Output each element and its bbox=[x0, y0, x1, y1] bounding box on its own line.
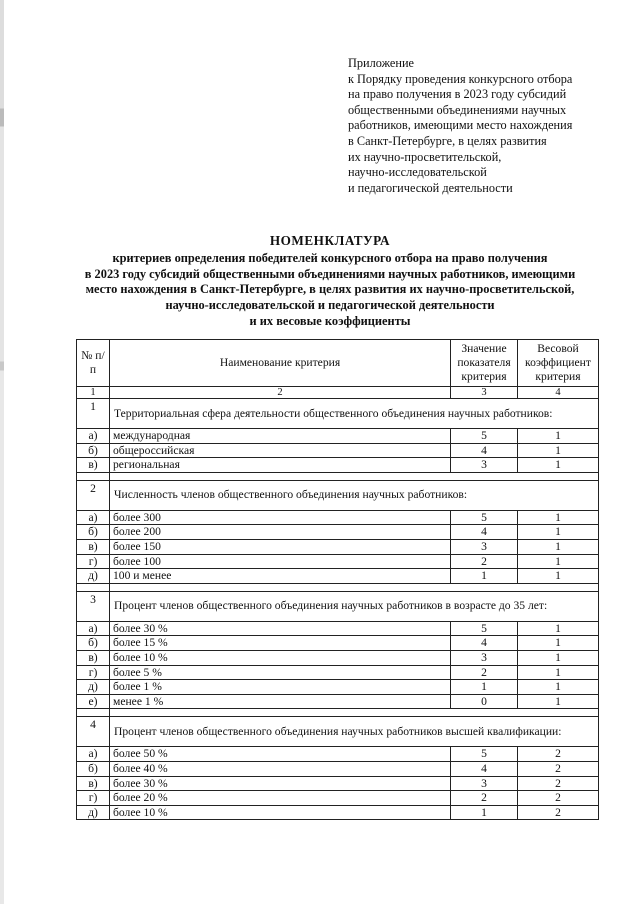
row-weight: 1 bbox=[518, 443, 599, 458]
row-name: менее 1 % bbox=[110, 694, 451, 709]
row-weight: 1 bbox=[518, 650, 599, 665]
group-spacer bbox=[77, 583, 599, 591]
row-weight: 2 bbox=[518, 791, 599, 806]
row-letter: в) bbox=[77, 776, 110, 791]
table-row bbox=[77, 443, 599, 458]
row-weight: 2 bbox=[518, 805, 599, 820]
header-weight: Весовой коэффициент критерия bbox=[518, 340, 599, 387]
row-weight: 1 bbox=[518, 554, 599, 569]
criterion-group-row bbox=[77, 591, 599, 621]
row-weight: 1 bbox=[518, 429, 599, 444]
row-letter: а) bbox=[77, 747, 110, 762]
row-letter: е) bbox=[77, 694, 110, 709]
table-row bbox=[77, 805, 599, 820]
heading-line: критериев определения победителей конкурсного отбора на право получения bbox=[112, 250, 548, 265]
table-row bbox=[77, 665, 599, 680]
criterion-title: Численность членов общественного объединения научных работников: bbox=[110, 480, 599, 510]
table-row bbox=[77, 791, 599, 806]
row-name: более 10 % bbox=[110, 805, 451, 820]
criterion-title: Процент членов общественного объединения научных работников в возрасте до 35 лет: bbox=[110, 591, 599, 621]
row-name: более 50 % bbox=[110, 747, 451, 762]
row-weight: 2 bbox=[518, 761, 599, 776]
row-value: 5 bbox=[451, 510, 518, 525]
table-row bbox=[77, 539, 599, 554]
row-value: 0 bbox=[451, 694, 518, 709]
table-row bbox=[77, 554, 599, 569]
table-row bbox=[77, 569, 599, 584]
column-index: 3 bbox=[451, 387, 518, 399]
row-letter: д) bbox=[77, 805, 110, 820]
criterion-number: 2 bbox=[77, 480, 110, 510]
appendix-note bbox=[348, 56, 618, 196]
row-name: более 5 % bbox=[110, 665, 451, 680]
row-value: 5 bbox=[451, 747, 518, 762]
row-value: 4 bbox=[451, 525, 518, 540]
appendix-line: на право получения в 2023 году субсидий bbox=[348, 87, 567, 102]
appendix-line: и педагогической деятельности bbox=[348, 180, 513, 195]
table-row bbox=[77, 680, 599, 695]
row-letter: а) bbox=[77, 429, 110, 444]
table-header-row bbox=[77, 340, 599, 387]
row-value: 4 bbox=[451, 443, 518, 458]
row-weight: 1 bbox=[518, 680, 599, 695]
spacer-cell bbox=[110, 583, 599, 591]
criterion-group-row bbox=[77, 480, 599, 510]
row-name: более 200 bbox=[110, 525, 451, 540]
row-value: 3 bbox=[451, 650, 518, 665]
row-weight: 1 bbox=[518, 510, 599, 525]
column-index-row bbox=[77, 387, 599, 399]
row-value: 3 bbox=[451, 776, 518, 791]
row-letter: а) bbox=[77, 510, 110, 525]
row-weight: 1 bbox=[518, 694, 599, 709]
row-value: 2 bbox=[451, 665, 518, 680]
criterion-number: 1 bbox=[77, 399, 110, 429]
row-value: 5 bbox=[451, 621, 518, 636]
row-weight: 1 bbox=[518, 539, 599, 554]
row-value: 1 bbox=[451, 680, 518, 695]
header-num: № п/п bbox=[77, 340, 110, 387]
row-value: 2 bbox=[451, 554, 518, 569]
criterion-title: Процент членов общественного объединения научных работников высшей квалификации: bbox=[110, 717, 599, 747]
row-name: более 150 bbox=[110, 539, 451, 554]
table-row bbox=[77, 636, 599, 651]
row-weight: 1 bbox=[518, 621, 599, 636]
row-letter: а) bbox=[77, 621, 110, 636]
table-row bbox=[77, 747, 599, 762]
row-value: 5 bbox=[451, 429, 518, 444]
table-row bbox=[77, 761, 599, 776]
spacer-cell bbox=[77, 709, 110, 717]
row-name: более 15 % bbox=[110, 636, 451, 651]
row-letter: в) bbox=[77, 650, 110, 665]
row-letter: д) bbox=[77, 569, 110, 584]
row-value: 2 bbox=[451, 791, 518, 806]
spacer-cell bbox=[77, 472, 110, 480]
row-value: 3 bbox=[451, 539, 518, 554]
row-value: 4 bbox=[451, 636, 518, 651]
row-name: более 30 % bbox=[110, 776, 451, 791]
row-letter: в) bbox=[77, 458, 110, 473]
criterion-title: Территориальная сфера деятельности общественного объединения научных работников: bbox=[110, 399, 599, 429]
row-letter: б) bbox=[77, 525, 110, 540]
table-row bbox=[77, 621, 599, 636]
row-name: общероссийская bbox=[110, 443, 451, 458]
appendix-line: их научно-просветительской, bbox=[348, 149, 502, 164]
row-name: более 10 % bbox=[110, 650, 451, 665]
group-spacer bbox=[77, 709, 599, 717]
row-value: 3 bbox=[451, 458, 518, 473]
row-weight: 1 bbox=[518, 525, 599, 540]
group-spacer bbox=[77, 472, 599, 480]
criterion-number: 4 bbox=[77, 717, 110, 747]
row-letter: г) bbox=[77, 554, 110, 569]
document-title: НОМЕНКЛАТУРА bbox=[269, 233, 391, 248]
spacer-cell bbox=[110, 472, 599, 480]
row-weight: 2 bbox=[518, 776, 599, 791]
row-letter: в) bbox=[77, 539, 110, 554]
appendix-line: в Санкт-Петербурге, в целях развития bbox=[348, 133, 547, 148]
appendix-line: Приложение bbox=[348, 56, 414, 70]
document-heading bbox=[60, 233, 600, 330]
spacer-cell bbox=[77, 583, 110, 591]
column-index: 1 bbox=[77, 387, 110, 399]
column-index: 2 bbox=[110, 387, 451, 399]
appendix-line: работников, имеющими место нахождения bbox=[348, 118, 573, 133]
table-row bbox=[77, 650, 599, 665]
row-letter: б) bbox=[77, 636, 110, 651]
row-name: 100 и менее bbox=[110, 569, 451, 584]
header-value: Значение показателя критерия bbox=[451, 340, 518, 387]
heading-line: научно-исследовательской и педагогической деятельности bbox=[165, 298, 495, 313]
row-value: 1 bbox=[451, 805, 518, 820]
row-name: более 30 % bbox=[110, 621, 451, 636]
row-value: 4 bbox=[451, 761, 518, 776]
row-name: более 20 % bbox=[110, 791, 451, 806]
scan-edge bbox=[0, 0, 4, 904]
row-name: более 1 % bbox=[110, 680, 451, 695]
row-weight: 1 bbox=[518, 569, 599, 584]
table-row bbox=[77, 776, 599, 791]
appendix-line: общественными объединениями научных bbox=[348, 102, 567, 117]
row-value: 1 bbox=[451, 569, 518, 584]
table-row bbox=[77, 458, 599, 473]
heading-line: в 2023 году субсидий общественными объединениями научных работников, имеющими bbox=[84, 266, 576, 281]
appendix-line: к Порядку проведения конкурсного отбора bbox=[348, 71, 573, 86]
row-letter: д) bbox=[77, 680, 110, 695]
row-letter: б) bbox=[77, 443, 110, 458]
row-weight: 1 bbox=[518, 665, 599, 680]
row-name: международная bbox=[110, 429, 451, 444]
row-letter: б) bbox=[77, 761, 110, 776]
criterion-group-row bbox=[77, 717, 599, 747]
table-row bbox=[77, 694, 599, 709]
table-row bbox=[77, 510, 599, 525]
column-index: 4 bbox=[518, 387, 599, 399]
criteria-groups bbox=[77, 399, 599, 820]
row-letter: г) bbox=[77, 791, 110, 806]
row-weight: 2 bbox=[518, 747, 599, 762]
row-name: более 100 bbox=[110, 554, 451, 569]
criterion-group-row bbox=[77, 399, 599, 429]
spacer-cell bbox=[110, 709, 599, 717]
header-name: Наименование критерия bbox=[110, 340, 451, 387]
appendix-line: научно-исследовательской bbox=[348, 165, 487, 180]
table-row bbox=[77, 429, 599, 444]
row-letter: г) bbox=[77, 665, 110, 680]
table-row bbox=[77, 525, 599, 540]
heading-line: место нахождения в Санкт-Петербурге, в целях развития их научно-просветительской, bbox=[85, 282, 575, 297]
criteria-table bbox=[76, 339, 599, 820]
row-name: региональная bbox=[110, 458, 451, 473]
row-name: более 300 bbox=[110, 510, 451, 525]
row-weight: 1 bbox=[518, 458, 599, 473]
heading-line: и их весовые коэффициенты bbox=[249, 313, 411, 328]
row-name: более 40 % bbox=[110, 761, 451, 776]
criterion-number: 3 bbox=[77, 591, 110, 621]
row-weight: 1 bbox=[518, 636, 599, 651]
